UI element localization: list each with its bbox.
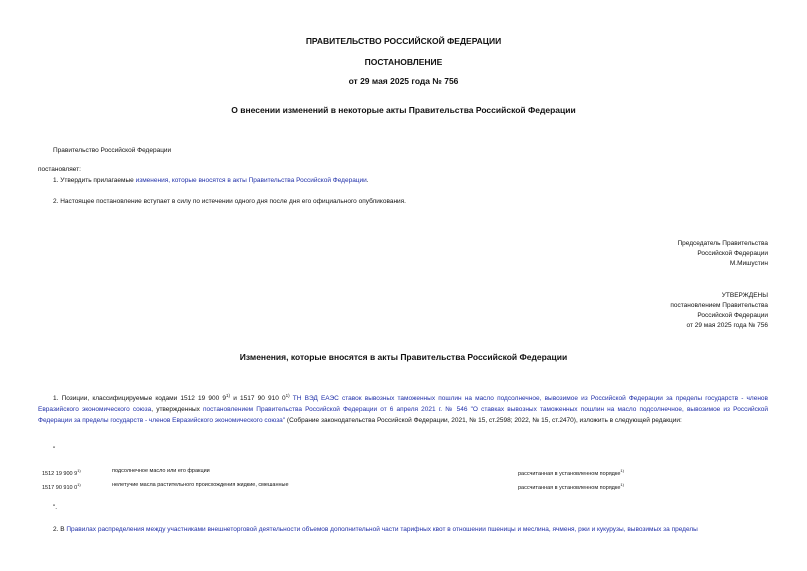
p1-text-b: и 1517 90 910 0 [230,395,286,403]
row-code: 1512 19 900 9$^{1)}$ [42,468,81,477]
row-code-footnote[interactable]: 1) [77,482,81,487]
signature-country: Российской Федерации [697,250,768,257]
signature-name: М.Мишустин [729,260,768,267]
item-1-prefix: 1. Утвердить прилагаемые [53,177,136,184]
changes-title: Изменения, которые вносятся в акты Правительства Российской Федерации [239,352,568,362]
quote-close: ". [53,504,58,511]
p1-link-tnved[interactable]: ТН ВЭД ЕАЭС [292,395,339,403]
document-type: ПОСТАНОВЛЕНИЕ [364,57,443,67]
document-title: О внесении изменений в некоторые акты Правительства Российской Федерации [231,105,576,115]
approval-country: Российской Федерации [697,312,768,319]
quote-open: " [53,446,56,453]
p2-link-rules[interactable]: Правилах распределения между участниками внешнеторговой деятельности объемов дополнительной части тарифных квот в отношении пшеницы и меслина, ячменя, ржи и кукурузы, вывозимых за пределы [66,526,698,533]
row-code-footnote[interactable]: 1) [77,468,81,473]
row-name: подсолнечное масло или его фракции [112,468,210,474]
row-rate: рассчитанная в установленном порядке$^{1)}$ [518,482,624,491]
change-paragraph-1 [38,390,768,426]
issuer: Правительство Российской Федерации [53,147,172,154]
row-rate-footnote[interactable]: 1) [620,482,624,487]
p1-footnote-2[interactable]: 1) [285,393,290,398]
signature-position: Председатель Правительства [677,240,768,247]
item-1-suffix: . [366,177,369,184]
p1-text-a: 1. Позиции, классифицируемые кодами 1512 19 900 9 [53,395,227,403]
row-code: 1517 90 910 0$^{1)}$ [42,482,81,491]
row-name: нелетучие масла растительного происхождения жидкие, смешанные [112,482,289,488]
item-2: 2. Настоящее постановление вступает в силу по истечении одного дня после дня его официального опубликования. [53,198,406,205]
item-1-link[interactable]: изменения, которые вносятся в акты Правительства Российской Федерации [135,177,367,184]
item-1 [53,177,369,184]
decides-word: постановляет: [38,166,81,173]
change-paragraph-2 [53,526,698,533]
document-date-number: от 29 мая 2025 года № 756 [348,76,459,86]
p1-text-e: , утвержденных [151,406,204,414]
row-rate-footnote[interactable]: 1) [620,468,624,473]
government-heading: ПРАВИТЕЛЬСТВО РОССИЙСКОЙ ФЕДЕРАЦИИ [305,36,502,46]
approval-date: от 29 мая 2025 года № 756 [686,322,768,329]
approval-heading: УТВЕРЖДЕНЫ [721,292,768,299]
p1-text-f: (Собрание законодательства Российской Федерации, 2021, № 15, ст.2598; 2022, № 15, ст.2470), изложить в следующей редакции: [285,417,682,425]
approval-by: постановлением Правительства [670,302,768,309]
row-rate: рассчитанная в установленном порядке$^{1)}$ [518,468,624,477]
p1-link-rates[interactable]: ставок вывозных таможенных пошлин на масло подсолнечное, вывозимое из Российской Федерации за пределы государств - членов Евразийского экономического союза [38,395,768,414]
p1-link-resolution[interactable]: постановлением Правительства Российской Федерации от 6 апреля 2021 г. № 546 "О ставках вывозных таможенных пошлин на масло подсолнечное, вывозимое из Российской Федерации за пределы государств - членов Евразийского экономического союза" [38,406,768,425]
p2-prefix: 2. В [53,526,67,533]
p1-footnote-1[interactable]: 1) [226,393,231,398]
